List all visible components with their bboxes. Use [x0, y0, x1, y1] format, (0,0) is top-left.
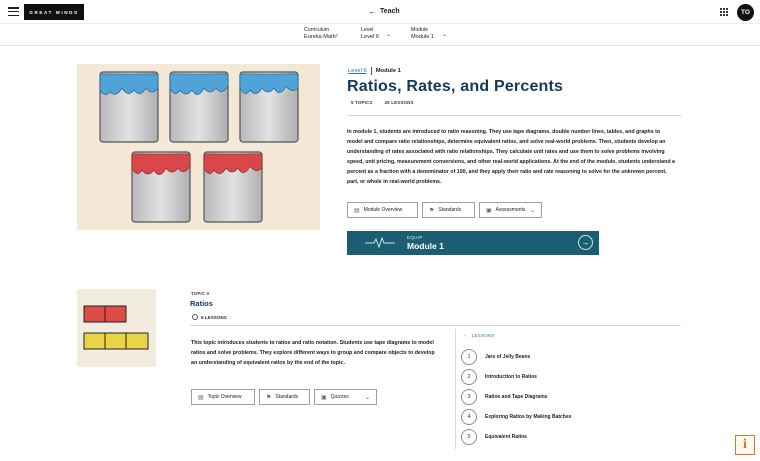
lesson-name: Ratios and Tape Diagrams [485, 394, 548, 400]
lesson-item[interactable] [461, 389, 547, 405]
teach-link[interactable] [368, 7, 400, 16]
module-overview-label: Module Overview [363, 207, 403, 213]
topic-standards-button[interactable] [259, 389, 310, 405]
equip-label: EQUIP [407, 235, 423, 240]
top-header [0, 0, 760, 24]
module-value: Module 1 [411, 34, 435, 40]
great-minds-logo[interactable]: GREAT MINDS [24, 4, 84, 20]
apps-grid-icon[interactable] [720, 8, 728, 16]
standards-label: Standards [438, 207, 462, 213]
document-icon: ▤ [354, 207, 360, 214]
lesson-number: 5 [461, 429, 477, 445]
module-illustration-paint-cans [77, 64, 320, 230]
lesson-number: 3 [461, 389, 477, 405]
info-button[interactable]: i [735, 435, 755, 455]
clipboard-icon: ▣ [321, 394, 327, 401]
document-icon: ▤ [198, 394, 204, 401]
avatar[interactable]: TO [737, 4, 754, 21]
topic-overview-button[interactable] [191, 389, 255, 405]
module-counts [351, 100, 414, 105]
assessments-dropdown[interactable] [479, 202, 542, 218]
page-title: Ratios, Rates, and Percents [347, 78, 564, 95]
clipboard-icon: ▣ [486, 207, 492, 214]
curriculum-value: Eureka Math² [304, 34, 338, 40]
breadcrumb-level-link[interactable]: Level 6 [348, 68, 367, 74]
standards-button[interactable] [422, 202, 475, 218]
quizzes-dropdown[interactable] [314, 389, 377, 405]
flag-icon: ⚑ [266, 394, 272, 401]
chevron-down-icon: ⌄ [386, 32, 392, 38]
topic-standards-label: Standards [275, 394, 299, 400]
topic-title[interactable]: Ratios [190, 299, 213, 308]
vertical-divider [455, 329, 456, 449]
lesson-item[interactable] [461, 429, 527, 445]
equip-module-banner[interactable] [347, 231, 599, 255]
topic-description: This topic introduces students to ratios and ratio notation. Students use tape diagrams to model ratios and solve problems. They explore different ways to group and compare objects to develop an understanding of equivalent ratios by the end of the topic. [191, 340, 435, 366]
lesson-name: Jars of Jelly Beans [485, 354, 531, 360]
clock-icon [192, 314, 198, 320]
curriculum-label: Curriculum [304, 27, 330, 33]
curriculum-nav [0, 24, 760, 46]
tape-diagram-illustration [77, 289, 156, 367]
lesson-item[interactable] [461, 409, 571, 425]
divider [190, 325, 681, 326]
arrow-right-icon[interactable]: → [578, 235, 593, 250]
menu-icon[interactable] [8, 7, 19, 16]
lessons-header: LESSONS [471, 333, 495, 338]
chevron-down-icon: ⌄ [364, 394, 370, 401]
lesson-number: 2 [461, 369, 477, 385]
module-description: In module 1, students are introduced to ratio reasoning. They use tape diagrams, double number lines, tables, and graphs to model and compare ratio relationships, determine equivalent ratios, and solve real-world problems. Then, students develop an understanding of rates associated with ratio relationships. They calculate unit rates and use them to solve problems involving speed, unit pricing, measurement conversions, and other real-world applications. At the end of the module, students understand a percent as a fraction with a denominator of 100, and they apply their ratio and rate reasoning to solve for the unknown percent, part, or whole in real-world problems. [347, 129, 675, 185]
topic-illustration-tape-diagram [77, 289, 156, 367]
lesson-name: Equivalent Ratios [485, 434, 527, 440]
module-selector[interactable] [411, 27, 448, 41]
chevron-down-icon: ⌄ [442, 32, 448, 38]
lesson-name: Introduction to Ratios [485, 374, 537, 380]
level-label: Level [361, 27, 374, 33]
quizzes-label: Quizzes [330, 394, 349, 400]
blue-paint-can-2 [170, 72, 228, 142]
topics-count: 5 TOPICS [351, 100, 373, 105]
chevron-down-icon: ⌄ [529, 207, 535, 214]
chevron-right-icon: › [464, 333, 466, 338]
lessons-toggle[interactable] [464, 333, 495, 338]
divider [347, 115, 681, 116]
heartbeat-icon [365, 237, 395, 249]
red-paint-can-1 [132, 152, 190, 222]
paint-cans-illustration [77, 64, 320, 230]
lesson-number: 1 [461, 349, 477, 365]
topic-kicker: TOPIC A [191, 291, 210, 296]
teach-label: Teach [380, 8, 400, 15]
blue-paint-can-3 [240, 72, 298, 142]
module-label: Module [411, 27, 429, 33]
lesson-number: 4 [461, 409, 477, 425]
breadcrumb-divider [371, 67, 372, 75]
flag-icon: ⚑ [429, 207, 435, 214]
lessons-count: 26 LESSONS [384, 100, 414, 105]
module-breadcrumb [348, 67, 401, 75]
topic-lessons-label: 6 LESSONS [201, 314, 227, 320]
arrow-left-icon: ← [368, 6, 377, 16]
level-value: Level 6 [361, 34, 380, 40]
lesson-name: Exploring Ratios by Making Batches [485, 414, 572, 420]
lesson-item[interactable] [461, 369, 537, 385]
red-paint-can-2 [204, 152, 262, 222]
breadcrumb-module: Module 1 [375, 68, 401, 74]
level-selector[interactable] [361, 27, 392, 41]
lesson-item[interactable] [461, 349, 530, 365]
equip-title: Module 1 [407, 241, 444, 251]
topic-overview-label: Topic Overview [207, 394, 242, 400]
assessments-label: Assessments [495, 207, 526, 213]
topic-lessons-count [192, 314, 227, 320]
curriculum-selector[interactable] [304, 27, 338, 41]
blue-paint-can-1 [100, 72, 158, 142]
module-overview-button[interactable] [347, 202, 418, 218]
